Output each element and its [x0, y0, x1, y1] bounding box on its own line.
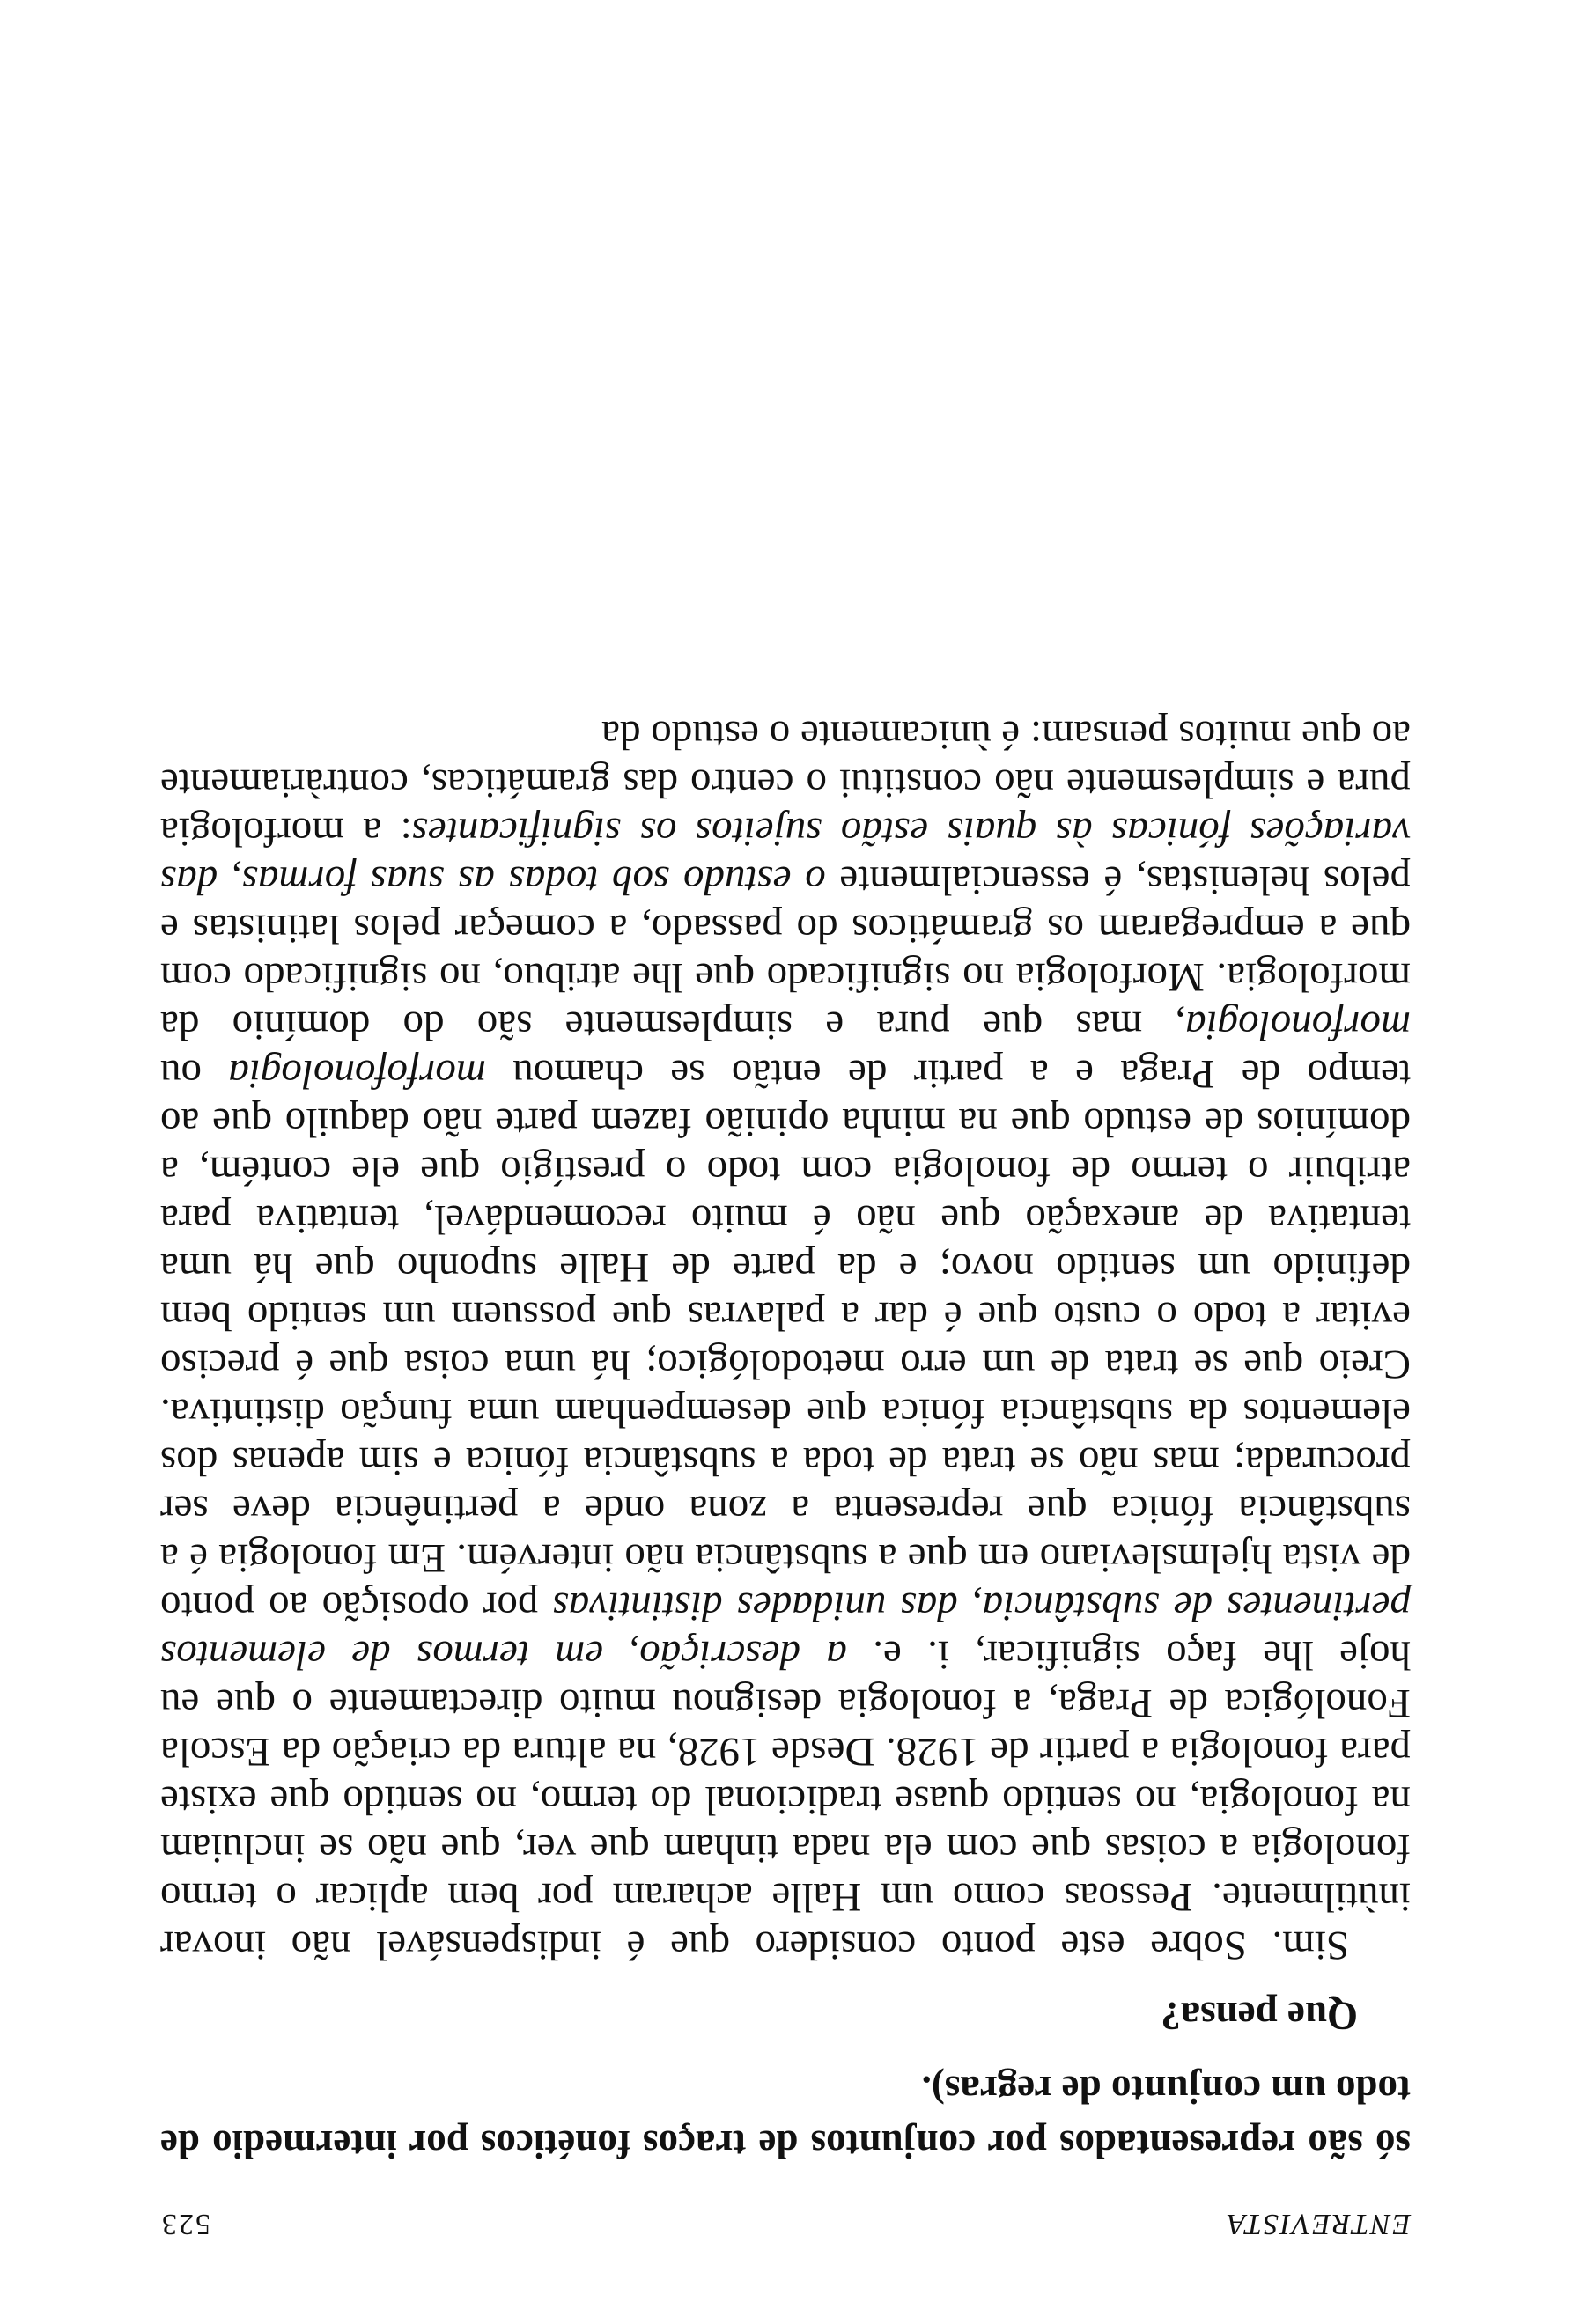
answer-text-2: por oposição ao ponto de vista hjelmsleviano em que a substância não intervém. Em fonologia é a substância fónica que representa a zona onde a pertinência deve ser procurada; mas não se trata de toda a substância fónica e sim apenas dos elementos da substância fónica que desempenham uma função distintiva. Creio que se trata de um erro metodológico; há uma coisa que é preciso evitar a todo o custo que é dar a palavras que possuem um sentido bem definido um sentido novo; e da parte de Halle suponho que há uma tentativa de anexação que não é muito recomendável, tentativa para atribuir o termo de fonologia com todo o prestígio que ele contém, a domínios de estudo que na minha opinião fazem parte não daquilo que ao tempo de Praga e a partir de então se chamou [160, 1051, 1411, 1629]
interview-question: Que pensa? [1161, 1994, 1358, 2038]
answer-text-4: , mas que pura e simplesmente são do domínio da morfologia. Morfologia no significado que lhe atribuo, no significado com que a empregaram os gramáticos do passado, a começar pelos latinistas e pelos helenistas, é essencialmente [160, 857, 1411, 1048]
answer-text-5: : a morfologia pura e simplesmente não constitui o centro das gramáticas, contràriamente ao que muitos pensam: é ùnicamente o estudo da [160, 712, 1411, 855]
answer-emphasis-4: o estudo sob todas as suas formas, das variações fónicas às quais estão sujeitos os significantes [159, 809, 1411, 903]
running-head [160, 2207, 1411, 2240]
interview-question-continuation: só são representados por conjuntos de traços fonéticos por intermedio de todo um conjunto de regras). [160, 2068, 1411, 2166]
answer-text-3: ou [160, 1051, 229, 1097]
answer-emphasis-1: a descrição, em termos de elementos pertinentes de substância, das unidades distintivas [160, 1584, 1411, 1678]
answer-emphasis-3: morfonologia [1185, 1003, 1411, 1048]
answer-paragraph [160, 710, 1411, 1969]
interview-answer [160, 710, 1411, 1969]
answer-text-1: Sim. Sobre este ponto considero que é indispensável não inovar inùtilmente. Pessoas como um Halle acharam por bem aplicar o termo fonologia a coisas que com ela nada tinham que ver, que não se incluiam na fonologia, no sentido quase tradicional do termo, no sentido que existe para fonologia a partir de 1928. Desde 1928, na altura da criação da Escola Fonológica de Praga, a fonologia designou muito directamente o que eu hoje lhe faço significar, i. e. [160, 1632, 1411, 1968]
page-content [160, 710, 1411, 2240]
answer-emphasis-2: morfofonologia [228, 1051, 486, 1097]
running-head-title: ENTREVISTA [1225, 2208, 1411, 2240]
page-number: 523 [160, 2208, 210, 2240]
